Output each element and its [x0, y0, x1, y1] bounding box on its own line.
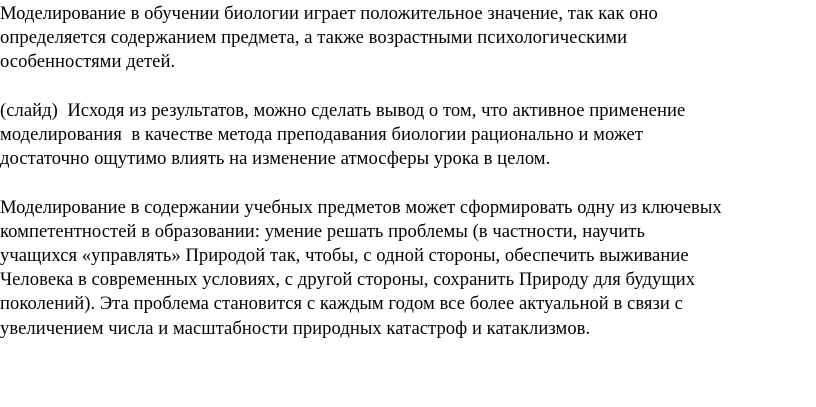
paragraph-competence — [0, 196, 816, 341]
text-line: достаточно ощутимо влиять на изменение атмосферы урока в целом. — [0, 148, 551, 170]
text-line: компетентностей в образовании: умение решать проблемы (в частности, научить — [0, 220, 646, 242]
paragraph-modeling-intro — [0, 2, 816, 75]
text-line: (слайд) Исходя из результатов, можно сделать вывод о том, что активное применение — [0, 99, 686, 121]
paragraph-gap — [0, 171, 816, 195]
text-line: определяется содержанием предмета, а также возрастными психологическими — [0, 27, 628, 49]
text-line: Моделирование в обучении биологии играет положительное значение, так как оно — [0, 3, 658, 24]
text-line: Моделирование в содержании учебных предметов может сформировать одну из ключевых — [0, 196, 722, 218]
document-body — [0, 2, 816, 341]
text-line: учащихся «управлять» Природой так, чтобы, с одной стороны, обеспечить выживание — [0, 245, 689, 266]
text-line: увеличением числа и масштабности природных катастроф и катаклизмов. — [0, 317, 591, 339]
text-line: поколений). Эта проблема становится с каждым годом все более актуальной в связи с — [0, 293, 683, 315]
text-line: Человека в современных условиях, с другой стороны, сохранить Природу для будущих — [0, 269, 696, 291]
text-line: особенностями детей. — [0, 51, 176, 73]
paragraph-slide-conclusion — [0, 99, 816, 172]
text-line: моделирования в качестве метода преподавания биологии рационально и может — [0, 124, 644, 145]
paragraph-gap — [0, 75, 816, 99]
